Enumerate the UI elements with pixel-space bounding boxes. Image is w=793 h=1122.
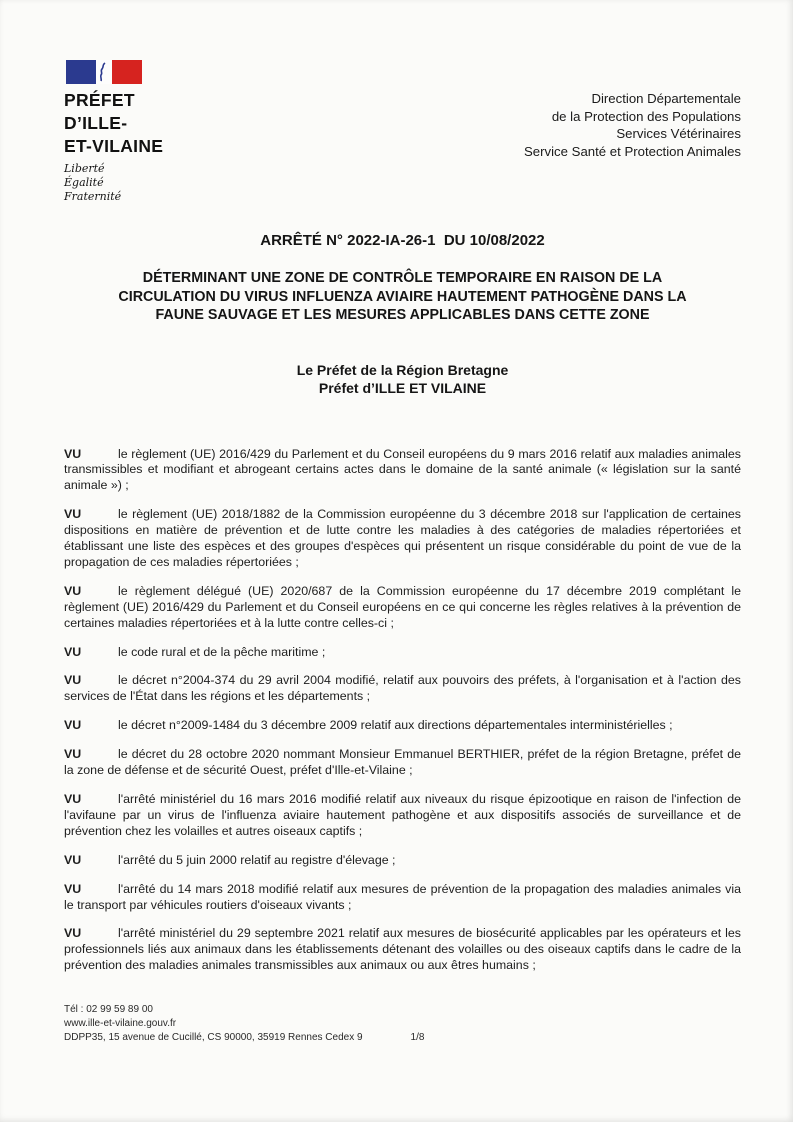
recital-label: VU — [64, 881, 82, 896]
service-line: Services Vétérinaires — [616, 126, 741, 141]
recital-label: VU — [64, 644, 82, 659]
recital-text: l'arrêté ministériel du 29 septembre 2021 relatif aux mesures de biosécurité applicables par les opérateurs et les professionnels liés aux animaux dans les établissements détenant des volailles ou des oiseaux captifs dans le cadre de la prévention des maladies animales transmissibles aux animaux ou aux êtres humains ; — [64, 926, 741, 973]
recital-paragraph — [64, 882, 741, 914]
recital-paragraph — [64, 673, 741, 705]
footer-website: www.ille-et-vilaine.gouv.fr — [64, 1018, 177, 1029]
recital-label: VU — [64, 718, 82, 733]
recital-paragraph — [64, 447, 741, 495]
recital-text: le règlement délégué (UE) 2020/687 de la Commission européenne du 17 décembre 2019 complétant le règlement (UE) 2016/429 du Parlement et du Conseil européens en ce qui concerne les règles relatives à la prévention de certaines maladies répertoriées et à la lutte contre celles-ci ; — [64, 583, 741, 630]
decree-title — [64, 269, 741, 325]
recital-text: le règlement (UE) 2018/1882 de la Commission européenne du 3 décembre 2018 sur l'application de certaines dispositions en matière de prévention et de lutte contre les maladies à des catégories de maladies répertoriées et établissant une liste des espèces et des groupes d'espèces qui présentent un risque considérable du point de vue de la propagation de ces maladies répertoriées ; — [64, 507, 741, 569]
prefecture-name-line: PRÉFET — [64, 90, 135, 110]
service-line: Service Santé et Protection Animales — [524, 143, 741, 159]
page-footer — [64, 1003, 424, 1045]
decree-title-line: CIRCULATION DU VIRUS INFLUENZA AVIAIRE HAUTEMENT PATHOGÈNE DANS LA — [118, 288, 687, 305]
recital-label: VU — [64, 926, 82, 941]
prefecture-name-line: D’ILLE- — [64, 113, 128, 133]
service-line: Direction Départementale — [591, 91, 741, 106]
issuer-heading — [64, 361, 741, 397]
footer-phone: Tél : 02 99 59 89 00 — [64, 1004, 153, 1015]
recital-paragraph — [64, 792, 741, 840]
recital-text: le décret n°2004-374 du 29 avril 2004 modifié, relatif aux pouvoirs des préfets, à l'organisation et à l'action des services de l'État dans les régions et les départements ; — [64, 673, 741, 704]
recital-label: VU — [64, 747, 82, 762]
recital-label: VU — [64, 792, 82, 806]
recital-text: le décret n°2009-1484 du 3 décembre 2009 relatif aux directions départementales interministérielles ; — [118, 718, 673, 733]
page-number: 1/8 — [410, 1032, 425, 1043]
issuer-line: Le Préfet de la Région Bretagne — [296, 361, 509, 378]
recital-text: le règlement (UE) 2016/429 du Parlement et du Conseil européens du 9 mars 2016 relatif aux maladies animales transmissibles et modifiant et abrogeant certains actes dans le domaine de la santé animale (« législation sur la santé animale ») ; — [64, 446, 741, 493]
issuer-line: Préfet d’ILLE ET VILAINE — [318, 379, 487, 396]
recital-paragraph — [64, 853, 741, 869]
recital-paragraph — [64, 926, 741, 974]
recital-paragraph — [64, 718, 741, 734]
recital-text: le décret du 28 octobre 2020 nommant Monsieur Emmanuel BERTHIER, préfet de la région Bretagne, préfet de la zone de défense et de sécurité Ouest, préfet d'Ille-et-Vilaine ; — [64, 747, 741, 778]
french-flag-icon — [66, 60, 144, 84]
recital-text: le code rural et de la pêche maritime ; — [118, 644, 326, 659]
prefecture-name-line: ET-VILAINE — [64, 136, 164, 156]
decree-title-line: DÉTERMINANT UNE ZONE DE CONTRÔLE TEMPORAIRE EN RAISON DE LA — [142, 270, 663, 286]
footer-address: DDPP35, 15 avenue de Cucillé, CS 90000, 35919 Rennes Cedex 9 — [64, 1032, 363, 1043]
motto-line: Fraternité — [64, 190, 122, 203]
recitals-section — [64, 447, 741, 975]
recital-label: VU — [64, 673, 82, 688]
motto-line: Liberté — [64, 162, 105, 175]
recital-paragraph — [64, 507, 741, 571]
recital-text: l'arrêté du 14 mars 2018 modifié relatif aux mesures de prévention de la propagation des maladies animales via le transport par véhicules routiers d'oiseaux vivants ; — [64, 881, 741, 912]
page-header — [64, 60, 741, 204]
recital-paragraph — [64, 584, 741, 632]
service-line: de la Protection des Populations — [551, 108, 741, 124]
recital-paragraph — [64, 747, 741, 779]
recital-label: VU — [64, 852, 82, 867]
flag-red-stripe — [112, 60, 142, 84]
prefecture-logo — [64, 60, 284, 204]
recital-label: VU — [64, 583, 82, 598]
decree-number-heading: ARRÊTÉ N° 2022-IA-26-1 DU 10/08/2022 — [260, 232, 545, 249]
decree-title-line: FAUNE SAUVAGE ET LES MESURES APPLICABLES DANS CETTE ZONE — [155, 307, 650, 323]
marianne-silhouette-icon — [96, 60, 112, 84]
issuing-service-block — [524, 90, 741, 160]
recital-text: l'arrêté ministériel du 16 mars 2016 modifié relatif aux niveaux du risque épizootique en raison de l'infection de l'avifaune par un virus de l'influenza aviaire hautement pathogène et aux dispositifs associés de surveillance et de prévention chez les volailles et autres oiseaux captifs ; — [64, 792, 741, 838]
recital-label: VU — [64, 446, 82, 461]
recital-paragraph — [64, 645, 741, 661]
prefecture-name — [64, 89, 284, 158]
republic-motto — [64, 162, 284, 204]
recital-label: VU — [64, 507, 82, 522]
flag-blue-stripe — [66, 60, 96, 84]
recital-text: l'arrêté du 5 juin 2000 relatif au registre d'élevage ; — [118, 852, 396, 867]
motto-line: Égalité — [64, 176, 104, 189]
